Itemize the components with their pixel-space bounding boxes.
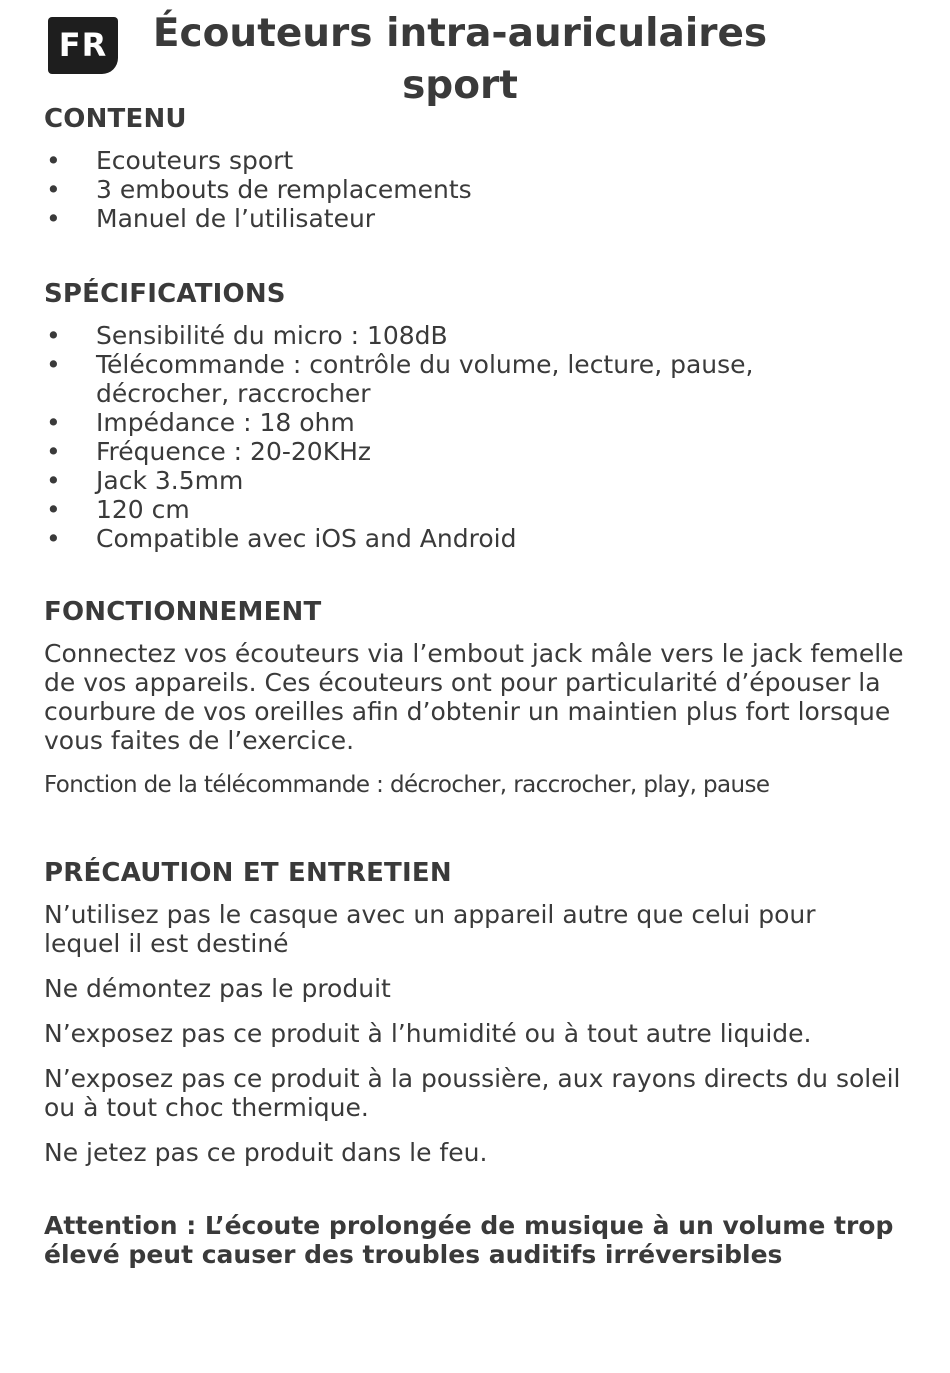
section-fonctionnement — [44, 597, 904, 800]
list-item: • 120 cm — [44, 495, 904, 524]
fonctionnement-paragraph: Connectez vos écouteurs via l’embout jack mâle vers le jack femelle de vos appareils. Ces écouteurs ont pour particularité d’épouser la courbure de vos oreilles afin d’obtenir un maintien plus fort lorsque vous faites de l’exercice. — [44, 639, 904, 755]
list-item: • Manuel de l’utilisateur — [44, 204, 904, 233]
heading-fonctionnement: FONCTIONNEMENT — [44, 597, 322, 627]
language-badge: FR — [48, 17, 118, 74]
hearing-warning: Attention : L’écoute prolongée de musique à un volume trop élevé peut causer des troubles auditifs irréversibles — [44, 1211, 894, 1269]
list-item: • Télécommande : contrôle du volume, lecture, pause, décrocher, raccrocher — [44, 350, 904, 408]
precaution-paragraph: N’exposez pas ce produit à l’humidité ou à tout autre liquide. — [44, 1019, 812, 1048]
heading-specifications: SPÉCIFICATIONS — [44, 279, 286, 309]
list-item: • 3 embouts de remplacements — [44, 175, 904, 204]
page-title: Écouteurs intra-auriculaires sport — [152, 11, 768, 108]
document-body — [44, 104, 904, 1269]
list-contenu — [44, 146, 904, 233]
list-item: • Jack 3.5mm — [44, 466, 904, 495]
precaution-paragraph: Ne jetez pas ce produit dans le feu. — [44, 1138, 488, 1167]
list-item: • Fréquence : 20-20KHz — [44, 437, 904, 466]
heading-precaution: PRÉCAUTION ET ENTRETIEN — [44, 858, 452, 888]
section-specifications — [44, 279, 904, 553]
list-item: • Sensibilité du micro : 108dB — [44, 321, 904, 350]
precaution-paragraph: N’utilisez pas le casque avec un appareil autre que celui pour lequel il est destiné — [44, 900, 816, 958]
remote-functions: Fonction de la télécommande : décrocher, raccrocher, play, pause — [44, 772, 770, 798]
precaution-paragraph: Ne démontez pas le produit — [44, 974, 391, 1003]
section-precaution — [44, 858, 904, 1167]
heading-contenu: CONTENU — [44, 104, 187, 134]
precaution-paragraph: N’exposez pas ce produit à la poussière, aux rayons directs du soleil ou à tout choc thermique. — [44, 1064, 901, 1122]
list-specifications — [44, 321, 904, 553]
section-contenu — [44, 104, 904, 233]
list-item: • Impédance : 18 ohm — [44, 408, 904, 437]
list-item: • Compatible avec iOS and Android — [44, 524, 904, 553]
list-item: • Ecouteurs sport — [44, 146, 904, 175]
